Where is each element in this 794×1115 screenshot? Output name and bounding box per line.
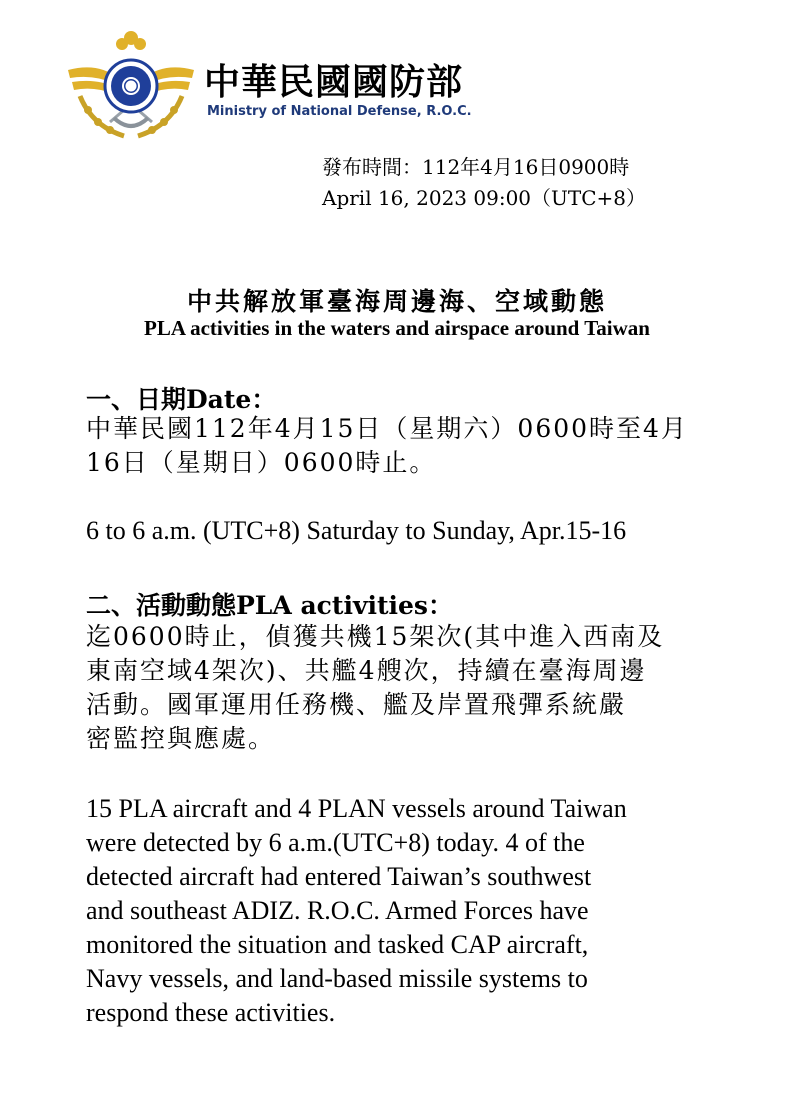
date-section-heading: 一、日期Date： xyxy=(86,385,277,414)
activities-text-en-line: and southeast ADIZ. R.O.C. Armed Forces have xyxy=(86,896,589,925)
activities-text-zh-line: 密監控與應處。 xyxy=(86,724,276,753)
release-time xyxy=(322,152,646,214)
activities-text-zh xyxy=(86,620,766,756)
release-time-zh: 發布時間：112年4月16日0900時 xyxy=(322,155,630,179)
activities-text-en-line: 15 PLA aircraft and 4 PLAN vessels around Taiwan xyxy=(86,794,627,823)
date-text-zh-line: 中華民國112年4月15日（星期六）0600時至4月 xyxy=(86,414,688,443)
activities-text-en-line: Navy vessels, and land-based missile systems to xyxy=(86,964,588,993)
activities-text-zh-line: 迄0600時止，偵獲共機15架次(其中進入西南及 xyxy=(86,622,665,651)
activities-text-en-line: respond these activities. xyxy=(86,998,336,1027)
activities-text-en-line: monitored the situation and tasked CAP aircraft, xyxy=(86,930,589,959)
activities-text-en-line: were detected by 6 a.m.(UTC+8) today. 4 of the xyxy=(86,828,585,857)
org-name-en: Ministry of National Defense, R.O.C. xyxy=(207,104,472,119)
date-text-zh-line: 16日（星期日）0600時止。 xyxy=(86,448,437,477)
date-text-zh xyxy=(86,412,766,480)
activities-text-zh-line: 東南空域4架次)、共艦4艘次，持續在臺海周邊 xyxy=(86,656,647,685)
org-name-zh: 中華民國國防部 xyxy=(204,62,464,103)
page-title-en: PLA activities in the waters and airspace around Taiwan xyxy=(144,316,650,340)
page-title-zh: 中共解放軍臺海周邊海、空域動態 xyxy=(186,287,607,316)
activities-section-heading: 二、活動動態PLA activities： xyxy=(86,591,453,620)
date-text-en: 6 to 6 a.m. (UTC+8) Saturday to Sunday, Apr.15-16 xyxy=(86,516,627,545)
activities-text-zh-line: 活動。國軍運用任務機、艦及岸置飛彈系統嚴 xyxy=(86,690,627,719)
ministry-emblem-icon xyxy=(58,26,204,144)
release-time-en: April 16, 2023 09:00（UTC+8） xyxy=(322,186,646,210)
activities-text-en-line: detected aircraft had entered Taiwan’s southwest xyxy=(86,862,592,891)
activities-text-en xyxy=(86,792,756,1030)
